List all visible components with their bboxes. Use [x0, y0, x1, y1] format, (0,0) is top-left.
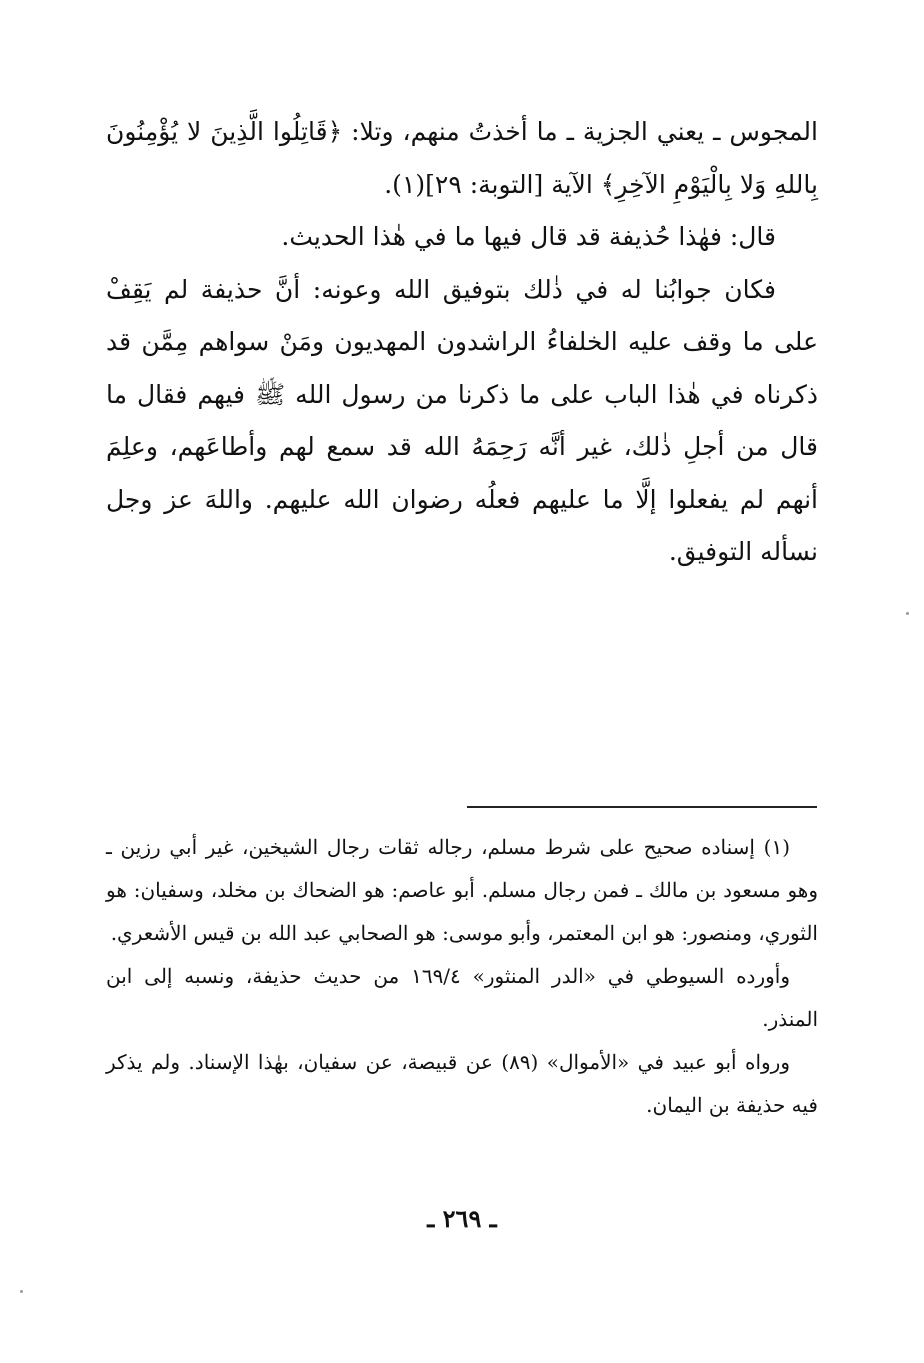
main-paragraph-3: فكان جوابُنا له في ذٰلك بتوفيق الله وعونه: أنَّ حذيفة لم يَقِفْ على ما وقف عليه الخلفاءُ الراشدون المهديون ومَنْ سواهم مِمَّن قد ذكرناه في هٰذا الباب على ما ذكرنا من رسول الله ﷺ فيهم فقال ما قال من أجلِ ذٰلك، غير أنَّه رَحِمَهُ الله قد سمع لهم وأطاعَهم، وعلِمَ أنهم لم يفعلوا إلَّا ما عليهم فعلُه رضوان الله عليهم. واللهَ عز وجل نسأله التوفيق.	[106, 274, 818, 566]
page-number: ـ ٢٦٩ ـ	[427, 1204, 497, 1233]
scan-speck	[20, 1290, 23, 1293]
main-paragraph-2: قال: فهٰذا حُذيفة قد قال فيها ما في هٰذا الحديث.	[281, 222, 776, 251]
footnote-2: وأورده السيوطي في «الدر المنثور» ١٦٩/٤ من حديث حذيفة، ونسبه إلى ابن المنذر.	[106, 964, 818, 1031]
main-paragraph-1: المجوس ـ يعني الجزية ـ ما أخذتُ منهم، وتلا: ﴿قَاتِلُوا الَّذِينَ لا يُؤْمِنُونَ بِاللهِ وَلا بِالْيَوْمِ الآخِرِ﴾ الآية [التوبة: ٢٩](١).	[106, 117, 818, 199]
footnote-separator	[467, 806, 817, 808]
footnotes-block	[106, 826, 818, 1127]
footnote-3: ورواه أبو عبيد في «الأموال» (٨٩) عن قبيصة، عن سفيان، بهٰذا الإسناد. ولم يذكر فيه حذيفة بن اليمان.	[106, 1050, 818, 1117]
main-text-block	[106, 106, 818, 579]
footnote-1: (١) إسناده صحيح على شرط مسلم، رجاله ثقات رجال الشيخين، غير أبي رزين ـ وهو مسعود بن مالك ـ فمن رجال مسلم. أبو عاصم: هو الضحاك بن مخلد، وسفيان: هو الثوري، ومنصور: هو ابن المعتمر، وأبو موسى: هو الصحابي عبد الله بن قيس الأشعري.	[106, 835, 818, 945]
scan-speck	[906, 612, 909, 615]
